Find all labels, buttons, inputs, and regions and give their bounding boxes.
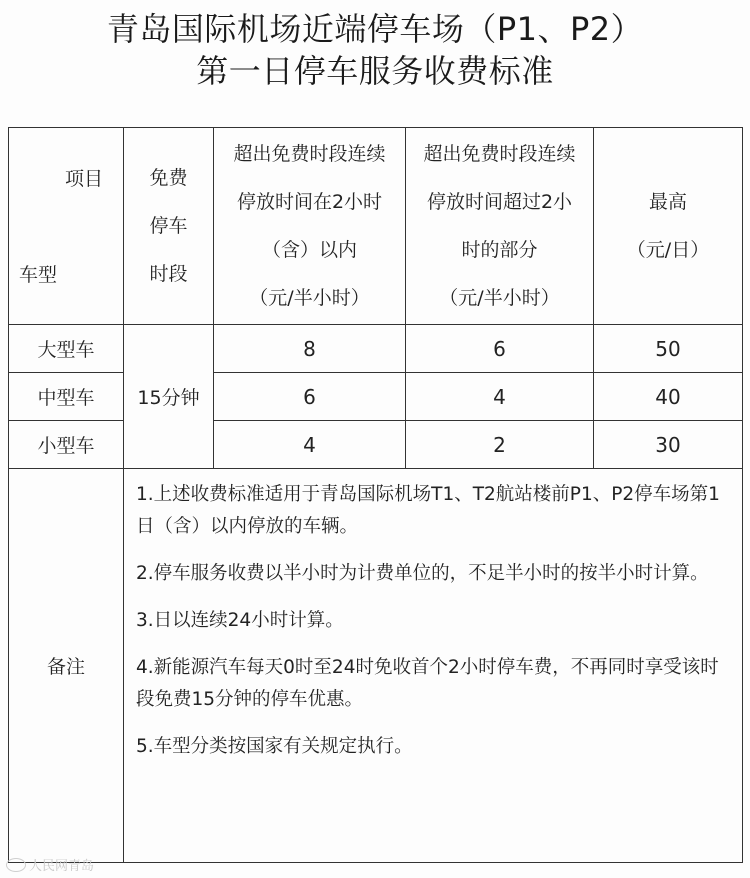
within-2h-rate-cell: 6 (214, 373, 406, 421)
free-period-header-line: 免费 (149, 167, 188, 189)
vehicle-type-cell: 小型车 (9, 421, 124, 469)
page-title-line1: 青岛国际机场近端停车场（P1、P2） (106, 10, 644, 48)
table-row (9, 325, 743, 373)
table-row (9, 373, 743, 421)
within-2h-header-line: 停放时间在2小时 (236, 191, 383, 213)
max-header-cell (594, 128, 743, 325)
over-2h-header-line: 超出免费时段连续 (423, 143, 576, 165)
note-item: 1.上述收费标准适用于青岛国际机场T1、T2航站楼前P1、P2停车场第1日（含）以内停放的车辆。 (136, 484, 720, 537)
within-2h-header-line: （含）以内 (261, 239, 357, 261)
within-2h-rate-cell: 8 (214, 325, 406, 373)
max-daily-cell: 30 (594, 421, 743, 469)
vehicle-type-cell: 中型车 (9, 373, 124, 421)
over-2h-rate-cell: 4 (406, 373, 594, 421)
within-2h-header-line: （元/半小时） (249, 287, 370, 309)
over-2h-header-line: 停放时间超过2小 (426, 191, 573, 213)
within-2h-header-line: 超出免费时段连续 (233, 143, 386, 165)
max-daily-cell: 50 (594, 325, 743, 373)
vehicle-type-cell: 大型车 (9, 325, 124, 373)
note-item: 5.车型分类按国家有关规定执行。 (136, 736, 413, 757)
page-title-line2: 第一日停车服务收费标准 (196, 52, 554, 90)
over-2h-rate-cell: 2 (406, 421, 594, 469)
notes-row (9, 469, 743, 863)
within-2h-rate-cell: 4 (214, 421, 406, 469)
free-period-cell: 15分钟 (124, 325, 214, 469)
max-daily-cell: 40 (594, 373, 743, 421)
vehicle-type-header-label: 车型 (19, 264, 58, 286)
over-2h-header-cell (406, 128, 594, 325)
note-item: 3.日以连续24小时计算。 (136, 610, 344, 631)
fee-table (8, 127, 743, 863)
max-header-line: （元/日） (626, 239, 710, 261)
over-2h-rate-cell: 6 (406, 325, 594, 373)
max-header-line: 最高 (648, 191, 687, 213)
table-row (9, 421, 743, 469)
notes-label-cell: 备注 (9, 469, 124, 863)
watermark (6, 855, 94, 874)
within-2h-header-cell (214, 128, 406, 325)
note-item: 4.新能源汽车每天0时至24时免收首个2小时停车费，不再同时享受该时段免费15分钟的停车优惠。 (136, 657, 719, 710)
watermark-text: 人民网青岛 (29, 859, 95, 874)
header-row (9, 128, 743, 325)
over-2h-header-line: （元/半小时） (439, 287, 560, 309)
corner-header-cell (9, 128, 124, 325)
over-2h-header-line: 时的部分 (461, 239, 538, 261)
notes-cell (124, 469, 743, 863)
free-period-header-cell (124, 128, 214, 325)
free-period-header-line: 时段 (149, 263, 188, 285)
free-period-header-line: 停车 (149, 215, 188, 237)
note-item: 2.停车服务收费以半小时为计费单位的，不足半小时的按半小时计算。 (136, 563, 709, 584)
watermark-logo-icon (6, 858, 26, 872)
item-header-label: 项目 (64, 168, 103, 190)
